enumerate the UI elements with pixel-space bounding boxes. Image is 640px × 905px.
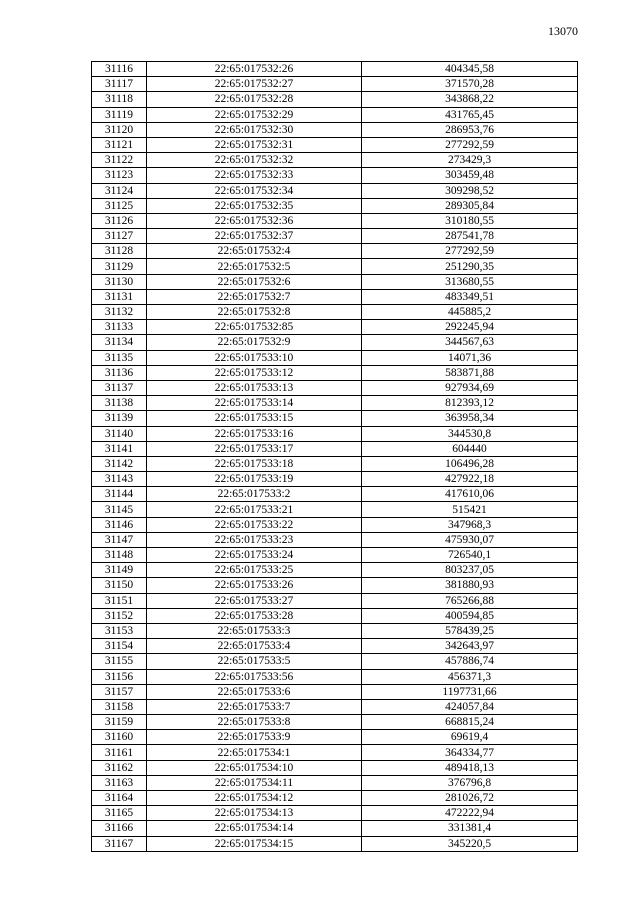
table-row	[92, 836, 578, 851]
cadastral-number-cell: 22:65:017532:5	[147, 259, 362, 274]
cadastral-number-cell: 22:65:017532:35	[147, 198, 362, 213]
table-row	[92, 426, 578, 441]
value-cell: 489418,13	[362, 760, 578, 775]
cadastral-number-cell: 22:65:017532:33	[147, 168, 362, 183]
value-cell: 400594,85	[362, 608, 578, 623]
table-row	[92, 320, 578, 335]
row-number-cell: 31162	[92, 760, 147, 775]
cadastral-number-cell: 22:65:017532:37	[147, 229, 362, 244]
row-number-cell: 31163	[92, 775, 147, 790]
table-row	[92, 775, 578, 790]
table-row	[92, 578, 578, 593]
row-number-cell: 31131	[92, 289, 147, 304]
row-number-cell: 31117	[92, 77, 147, 92]
cadastral-number-cell: 22:65:017533:21	[147, 502, 362, 517]
table-row	[92, 62, 578, 77]
cadastral-number-cell: 22:65:017534:15	[147, 836, 362, 851]
row-number-cell: 31136	[92, 365, 147, 380]
value-cell: 726540,1	[362, 548, 578, 563]
table-row	[92, 213, 578, 228]
value-cell: 344567,63	[362, 335, 578, 350]
table-row	[92, 305, 578, 320]
row-number-cell: 31130	[92, 274, 147, 289]
row-number-cell: 31140	[92, 426, 147, 441]
value-cell: 812393,12	[362, 396, 578, 411]
table-row	[92, 684, 578, 699]
cadastral-value-table	[91, 61, 578, 852]
table-row	[92, 730, 578, 745]
cadastral-number-cell: 22:65:017533:6	[147, 684, 362, 699]
value-cell: 343868,22	[362, 92, 578, 107]
row-number-cell: 31154	[92, 639, 147, 654]
cadastral-number-cell: 22:65:017533:16	[147, 426, 362, 441]
row-number-cell: 31161	[92, 745, 147, 760]
cadastral-number-cell: 22:65:017533:27	[147, 593, 362, 608]
value-cell: 273429,3	[362, 153, 578, 168]
row-number-cell: 31124	[92, 183, 147, 198]
table-row	[92, 563, 578, 578]
value-cell: 345220,5	[362, 836, 578, 851]
table-row	[92, 502, 578, 517]
value-cell: 483349,51	[362, 289, 578, 304]
cadastral-number-cell: 22:65:017534:14	[147, 821, 362, 836]
cadastral-number-cell: 22:65:017532:85	[147, 320, 362, 335]
value-cell: 277292,59	[362, 244, 578, 259]
row-number-cell: 31160	[92, 730, 147, 745]
value-cell: 427922,18	[362, 472, 578, 487]
value-cell: 371570,28	[362, 77, 578, 92]
cadastral-number-cell: 22:65:017533:22	[147, 517, 362, 532]
cadastral-number-cell: 22:65:017533:26	[147, 578, 362, 593]
cadastral-number-cell: 22:65:017534:12	[147, 791, 362, 806]
row-number-cell: 31150	[92, 578, 147, 593]
value-cell: 445885,2	[362, 305, 578, 320]
row-number-cell: 31149	[92, 563, 147, 578]
row-number-cell: 31145	[92, 502, 147, 517]
value-cell: 604440	[362, 441, 578, 456]
cadastral-number-cell: 22:65:017533:9	[147, 730, 362, 745]
cadastral-number-cell: 22:65:017533:10	[147, 350, 362, 365]
table-row	[92, 77, 578, 92]
table-row	[92, 380, 578, 395]
table-row	[92, 244, 578, 259]
row-number-cell: 31116	[92, 62, 147, 77]
row-number-cell: 31132	[92, 305, 147, 320]
cadastral-number-cell: 22:65:017533:18	[147, 456, 362, 471]
table-row	[92, 198, 578, 213]
table-row	[92, 760, 578, 775]
row-number-cell: 31139	[92, 411, 147, 426]
value-cell: 1197731,66	[362, 684, 578, 699]
cadastral-number-cell: 22:65:017533:28	[147, 608, 362, 623]
row-number-cell: 31126	[92, 213, 147, 228]
value-cell: 344530,8	[362, 426, 578, 441]
row-number-cell: 31167	[92, 836, 147, 851]
table-row	[92, 806, 578, 821]
cadastral-number-cell: 22:65:017533:3	[147, 623, 362, 638]
value-cell: 578439,25	[362, 623, 578, 638]
value-cell: 289305,84	[362, 198, 578, 213]
value-cell: 417610,06	[362, 487, 578, 502]
table-row	[92, 517, 578, 532]
cadastral-number-cell: 22:65:017533:5	[147, 654, 362, 669]
table-row	[92, 487, 578, 502]
cadastral-number-cell: 22:65:017532:34	[147, 183, 362, 198]
cadastral-number-cell: 22:65:017533:2	[147, 487, 362, 502]
row-number-cell: 31134	[92, 335, 147, 350]
value-cell: 342643,97	[362, 639, 578, 654]
row-number-cell: 31142	[92, 456, 147, 471]
value-cell: 106496,28	[362, 456, 578, 471]
table-row	[92, 137, 578, 152]
value-cell: 286953,76	[362, 122, 578, 137]
row-number-cell: 31128	[92, 244, 147, 259]
cadastral-number-cell: 22:65:017533:4	[147, 639, 362, 654]
value-cell: 310180,55	[362, 213, 578, 228]
table-row	[92, 289, 578, 304]
row-number-cell: 31158	[92, 699, 147, 714]
row-number-cell: 31141	[92, 441, 147, 456]
value-cell: 14071,36	[362, 350, 578, 365]
cadastral-number-cell: 22:65:017534:11	[147, 775, 362, 790]
value-cell: 303459,48	[362, 168, 578, 183]
table-row	[92, 365, 578, 380]
row-number-cell: 31165	[92, 806, 147, 821]
table-row	[92, 593, 578, 608]
table-row	[92, 259, 578, 274]
row-number-cell: 31157	[92, 684, 147, 699]
cadastral-number-cell: 22:65:017533:8	[147, 715, 362, 730]
value-cell: 313680,55	[362, 274, 578, 289]
table-row	[92, 122, 578, 137]
value-cell: 364334,77	[362, 745, 578, 760]
row-number-cell: 31127	[92, 229, 147, 244]
table-row	[92, 745, 578, 760]
value-cell: 331381,4	[362, 821, 578, 836]
row-number-cell: 31151	[92, 593, 147, 608]
cadastral-number-cell: 22:65:017532:7	[147, 289, 362, 304]
value-cell: 381880,93	[362, 578, 578, 593]
table-row	[92, 411, 578, 426]
table-row	[92, 396, 578, 411]
table-body	[92, 62, 578, 852]
row-number-cell: 31122	[92, 153, 147, 168]
row-number-cell: 31146	[92, 517, 147, 532]
value-cell: 472222,94	[362, 806, 578, 821]
cadastral-number-cell: 22:65:017532:32	[147, 153, 362, 168]
value-cell: 456371,3	[362, 669, 578, 684]
row-number-cell: 31125	[92, 198, 147, 213]
value-cell: 515421	[362, 502, 578, 517]
value-cell: 347968,3	[362, 517, 578, 532]
cadastral-number-cell: 22:65:017532:36	[147, 213, 362, 228]
cadastral-number-cell: 22:65:017534:13	[147, 806, 362, 821]
row-number-cell: 31120	[92, 122, 147, 137]
table-row	[92, 791, 578, 806]
cadastral-number-cell: 22:65:017532:8	[147, 305, 362, 320]
row-number-cell: 31153	[92, 623, 147, 638]
value-cell: 277292,59	[362, 137, 578, 152]
table-row	[92, 456, 578, 471]
table-row	[92, 274, 578, 289]
value-cell: 292245,94	[362, 320, 578, 335]
table-row	[92, 623, 578, 638]
table-row	[92, 229, 578, 244]
cadastral-number-cell: 22:65:017532:30	[147, 122, 362, 137]
value-cell: 927934,69	[362, 380, 578, 395]
cadastral-number-cell: 22:65:017532:31	[147, 137, 362, 152]
table-row	[92, 153, 578, 168]
table-row	[92, 669, 578, 684]
value-cell: 376796,8	[362, 775, 578, 790]
table-row	[92, 654, 578, 669]
row-number-cell: 31156	[92, 669, 147, 684]
table-row	[92, 107, 578, 122]
row-number-cell: 31147	[92, 532, 147, 547]
table-row	[92, 821, 578, 836]
table-row	[92, 532, 578, 547]
cadastral-number-cell: 22:65:017534:1	[147, 745, 362, 760]
row-number-cell: 31129	[92, 259, 147, 274]
row-number-cell: 31144	[92, 487, 147, 502]
cadastral-number-cell: 22:65:017533:25	[147, 563, 362, 578]
row-number-cell: 31152	[92, 608, 147, 623]
cadastral-number-cell: 22:65:017533:56	[147, 669, 362, 684]
cadastral-number-cell: 22:65:017533:7	[147, 699, 362, 714]
row-number-cell: 31166	[92, 821, 147, 836]
row-number-cell: 31148	[92, 548, 147, 563]
cadastral-number-cell: 22:65:017534:10	[147, 760, 362, 775]
row-number-cell: 31137	[92, 380, 147, 395]
row-number-cell: 31138	[92, 396, 147, 411]
cadastral-number-cell: 22:65:017533:24	[147, 548, 362, 563]
row-number-cell: 31159	[92, 715, 147, 730]
row-number-cell: 31119	[92, 107, 147, 122]
table-row	[92, 699, 578, 714]
row-number-cell: 31133	[92, 320, 147, 335]
cadastral-number-cell: 22:65:017532:4	[147, 244, 362, 259]
value-cell: 287541,78	[362, 229, 578, 244]
row-number-cell: 31143	[92, 472, 147, 487]
cadastral-number-cell: 22:65:017533:13	[147, 380, 362, 395]
row-number-cell: 31155	[92, 654, 147, 669]
cadastral-number-cell: 22:65:017532:6	[147, 274, 362, 289]
table-row	[92, 715, 578, 730]
value-cell: 309298,52	[362, 183, 578, 198]
table-row	[92, 350, 578, 365]
table-row	[92, 472, 578, 487]
value-cell: 803237,05	[362, 563, 578, 578]
row-number-cell: 31121	[92, 137, 147, 152]
cadastral-number-cell: 22:65:017532:29	[147, 107, 362, 122]
table-row	[92, 608, 578, 623]
value-cell: 765266,88	[362, 593, 578, 608]
value-cell: 424057,84	[362, 699, 578, 714]
row-number-cell: 31123	[92, 168, 147, 183]
cadastral-number-cell: 22:65:017533:14	[147, 396, 362, 411]
value-cell: 668815,24	[362, 715, 578, 730]
row-number-cell: 31135	[92, 350, 147, 365]
value-cell: 583871,88	[362, 365, 578, 380]
cadastral-number-cell: 22:65:017532:9	[147, 335, 362, 350]
page-number: 13070	[548, 24, 578, 38]
value-cell: 281026,72	[362, 791, 578, 806]
row-number-cell: 31118	[92, 92, 147, 107]
row-number-cell: 31164	[92, 791, 147, 806]
value-cell: 457886,74	[362, 654, 578, 669]
cadastral-number-cell: 22:65:017532:28	[147, 92, 362, 107]
cadastral-number-cell: 22:65:017533:19	[147, 472, 362, 487]
table-row	[92, 183, 578, 198]
table-row	[92, 168, 578, 183]
cadastral-number-cell: 22:65:017533:15	[147, 411, 362, 426]
table-row	[92, 639, 578, 654]
cadastral-number-cell: 22:65:017533:23	[147, 532, 362, 547]
table-row	[92, 335, 578, 350]
value-cell: 363958,34	[362, 411, 578, 426]
cadastral-number-cell: 22:65:017533:17	[147, 441, 362, 456]
value-cell: 475930,07	[362, 532, 578, 547]
value-cell: 69619,4	[362, 730, 578, 745]
value-cell: 404345,58	[362, 62, 578, 77]
cadastral-number-cell: 22:65:017533:12	[147, 365, 362, 380]
value-cell: 431765,45	[362, 107, 578, 122]
cadastral-number-cell: 22:65:017532:26	[147, 62, 362, 77]
table-row	[92, 92, 578, 107]
cadastral-number-cell: 22:65:017532:27	[147, 77, 362, 92]
table-row	[92, 441, 578, 456]
table-row	[92, 548, 578, 563]
value-cell: 251290,35	[362, 259, 578, 274]
